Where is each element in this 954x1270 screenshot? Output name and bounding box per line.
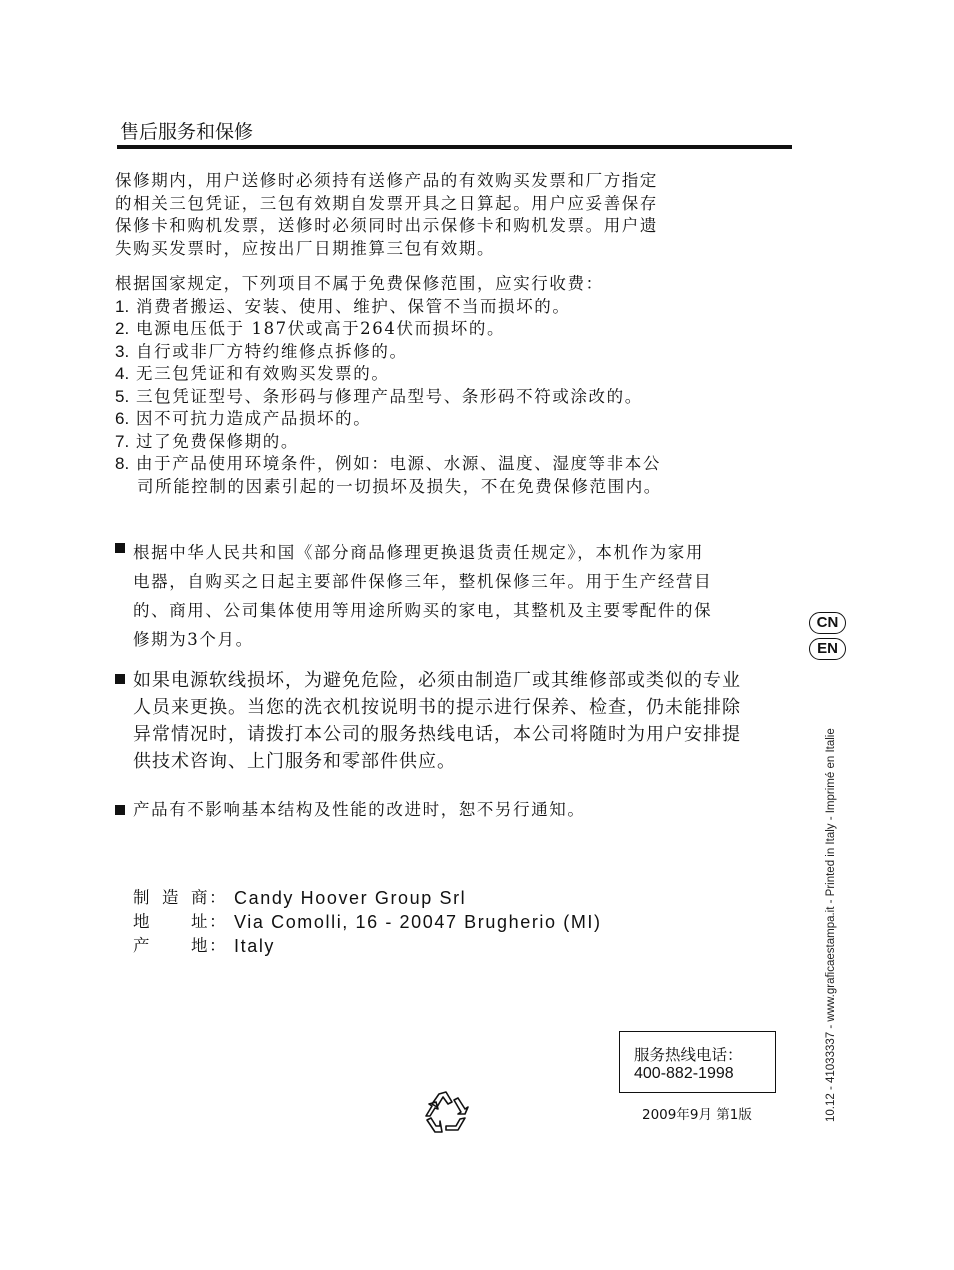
- origin-label-char: 地：: [191, 936, 228, 955]
- warranty-notice-line: 修期为3个月。: [133, 630, 254, 649]
- list-item-text: 三包凭证型号、条形码与修理产品型号、条形码不符或涂改的。: [136, 386, 643, 406]
- power-cord-notice-line: 如果电源软线损坏，为避免危险，必须由制造厂或其维修部或类似的专业: [133, 670, 741, 691]
- warranty-notice-line: 电器，自购买之日起主要部件保修三年，整机保修三年。用于生产经营目: [133, 572, 713, 591]
- list-item-number: 8.: [115, 454, 130, 473]
- bullet-square-icon: [115, 543, 125, 553]
- list-item-text: 因不可抗力造成产品损坏的。: [136, 409, 372, 428]
- list-item-number: 7.: [115, 431, 130, 451]
- maker-label-char: 商：: [191, 888, 228, 907]
- language-badge-en: EN: [809, 638, 846, 660]
- list-item: [115, 296, 662, 319]
- exclusions-lead: 根据国家规定，下列项目不属于免费保修范围，应实行收费：: [115, 274, 604, 293]
- address-label-char: 地: [133, 912, 152, 931]
- origin-label-char: 产: [133, 936, 152, 955]
- intro-line: 保修期内，用户送修时必须持有送修产品的有效购买发票和厂方指定: [115, 171, 658, 190]
- list-item-number: 4.: [115, 364, 130, 383]
- list-item: [115, 386, 662, 409]
- intro-line: 保修卡和购机发票，送修时必须同时出示保修卡和购机发票。用户遗: [115, 216, 658, 236]
- hotline-label: 服务热线电话：: [634, 1046, 743, 1064]
- list-item-number: 5.: [115, 386, 130, 406]
- list-item-number: 1.: [115, 296, 130, 316]
- language-badge-cn: CN: [809, 612, 846, 634]
- title-divider: [117, 145, 792, 149]
- recycle-icon: [421, 1088, 471, 1138]
- list-item: [115, 431, 662, 454]
- bullet-square-icon: [115, 674, 125, 684]
- warranty-notice-line: 的、商用、公司集体使用等用途所购买的家电，其整机及主要零配件的保: [133, 601, 713, 620]
- list-item-text: 由于产品使用环境条件，例如：电源、水源、温度、湿度等非本公: [136, 454, 661, 473]
- list-item: [115, 363, 662, 386]
- address-label-char: 址：: [191, 912, 228, 931]
- list-item-number: 3.: [115, 341, 130, 361]
- list-item: [115, 341, 662, 364]
- side-print-info: 10.12 - 41033337 - www.graficaestampa.it - Printed in Italy - Imprimé en Italie: [825, 728, 837, 1122]
- intro-line: 的相关三包凭证，三包有效期自发票开具之日算起。用户应妥善保存: [115, 193, 658, 213]
- maker-value: Candy Hoover Group Srl: [234, 888, 467, 908]
- list-item-text: 无三包凭证和有效购买发票的。: [136, 364, 390, 383]
- intro-line: 失购买发票时，应按出厂日期推算三包有效期。: [115, 238, 496, 258]
- list-item-text: 自行或非厂方特约维修点拆修的。: [136, 341, 408, 361]
- edition-date: 2009年9月 第1版: [642, 1107, 752, 1123]
- list-item-text: 消费者搬运、安装、使用、维护、保管不当而损坏的。: [136, 296, 571, 316]
- list-item-number: 2.: [115, 319, 130, 338]
- power-cord-notice-line: 供技术咨询、上门服务和零部件供应。: [133, 751, 456, 772]
- bullet-square-icon: [115, 805, 125, 815]
- power-cord-notice-line: 异常情况时，请拨打本公司的服务热线电话，本公司将随时为用户安排提: [133, 724, 741, 745]
- list-item-text: 电源电压低于 187伏或高于264伏而损坏的。: [136, 319, 506, 338]
- intro-paragraph: [115, 170, 658, 260]
- address-value: Via Comolli, 16 - 20047 Brugherio (MI): [234, 912, 602, 932]
- list-item-text: 过了免费保修期的。: [136, 431, 299, 451]
- origin-value: Italy: [234, 936, 276, 956]
- list-item-number: 6.: [115, 409, 130, 428]
- warranty-notice-line: 根据中华人民共和国《部分商品修理更换退货责任规定》，本机作为家用: [133, 543, 704, 562]
- warranty-notice: [115, 538, 795, 650]
- hotline-number: 400-882-1998: [634, 1065, 734, 1082]
- list-item-continuation: 司所能控制的因素引起的一切损坏及损失，不在免费保修范围内。: [137, 476, 662, 496]
- improvement-notice: [115, 799, 795, 823]
- maker-label-char: 制: [133, 888, 152, 907]
- list-item: [115, 453, 662, 476]
- list-item: [115, 408, 662, 431]
- power-cord-notice: [115, 667, 795, 779]
- improvement-notice-text: 产品有不影响基本结构及性能的改进时，恕不另行通知。: [133, 800, 586, 819]
- exclusions-list: [115, 273, 662, 498]
- hotline-box: [619, 1031, 776, 1093]
- list-item: [115, 318, 662, 341]
- power-cord-notice-line: 人员来更换。当您的洗衣机按说明书的提示进行保养、检查，仍未能排除: [133, 697, 741, 718]
- page-title: 售后服务和保修: [120, 121, 254, 143]
- maker-label-char: 造: [162, 888, 181, 907]
